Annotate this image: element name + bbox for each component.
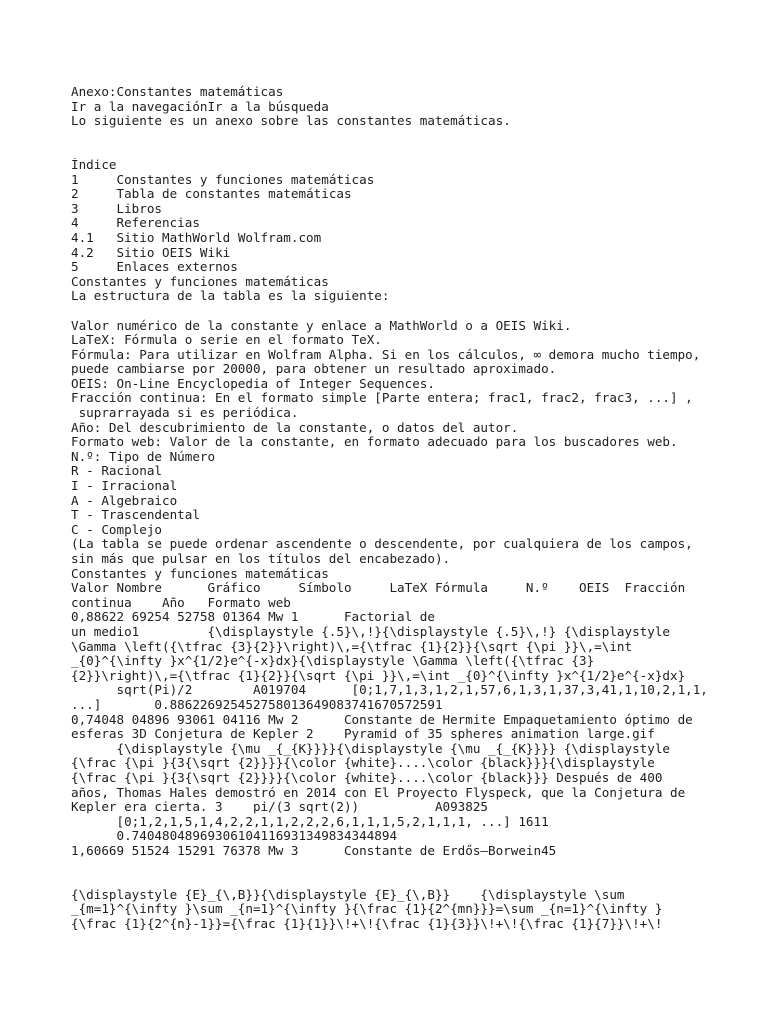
toc-item[interactable] (71, 187, 761, 202)
toc-label: Sitio OEIS Wiki (116, 245, 231, 260)
toc-number: 5 (71, 260, 79, 275)
row-line: 0,88622 69254 52758 01364 Mw 1 Factorial de (71, 610, 435, 625)
definition-line: Formato web: Valor de la constante, en formato adecuado para los buscadores web. (71, 435, 678, 450)
toc-label: Enlaces externos (116, 260, 238, 275)
definition-line: Año: Del descubrimiento de la constante, o datos del autor. (71, 420, 519, 435)
formula-block (71, 888, 761, 932)
definitions-block (71, 319, 761, 582)
toc-label: Sitio MathWorld Wolfram.com (116, 230, 322, 245)
definition-line: puede cambiarse por 20000, para obtener un resultado aproximado. (71, 362, 557, 377)
table-of-contents (71, 173, 761, 275)
definition-line: I - Irracional (71, 479, 178, 494)
structure-intro: La estructura de la tabla es la siguiente: (71, 289, 390, 304)
definition-line: Fracción continua: En el formato simple [Parte entera; frac1, frac2, frac3, ...] , (71, 391, 693, 406)
row-line: un medio1 {\displaystyle {.5}\,!}{\displaystyle {.5}\,!} {\displaystyle (71, 624, 670, 639)
row-line: 1,60669 51524 15291 76378 Mw 3 Constante de Erdős–Borwein45 (71, 843, 557, 858)
spacer (71, 129, 761, 158)
toc-number: 4.1 (71, 230, 94, 245)
definition-line: N.º: Tipo de Número (71, 449, 216, 464)
toc-number: 4.2 (71, 245, 94, 260)
toc-item[interactable] (71, 202, 761, 217)
definition-line: LaTeX: Fórmula o serie en el formato TeX. (71, 333, 382, 348)
table-header[interactable] (71, 581, 761, 610)
row-line: ...] 0.886226925452758013649083741670572591 (71, 697, 443, 712)
definition-line: (La tabla se puede ordenar ascendente o descendente, por cualquiera de los campos, (71, 537, 693, 552)
formula-line: {\frac {1}{2^{n}-1}}={\frac {1}{1}}\!+\!{\frac {1}{3}}\!+\!{\frac {1}{7}}\!+\! (71, 916, 663, 931)
row-line: 0.74048048969306104116931349834344894 (71, 829, 398, 844)
toc-item[interactable] (71, 231, 761, 246)
row-line: {\displaystyle {\mu _{_{K}}}}{\displaystyle {\mu _{_{K}}}} {\displaystyle (71, 741, 670, 756)
document-page (71, 85, 761, 931)
row-line: [0;1,2,1,5,1,4,2,2,1,1,2,2,2,6,1,1,1,5,2,1,1,1, ...] 1611 (71, 814, 549, 829)
row-line: 0,74048 04896 93061 04116 Mw 2 Constante de Hermite Empaquetamiento óptimo de (71, 712, 693, 727)
toc-item[interactable] (71, 260, 761, 275)
toc-item[interactable] (71, 173, 761, 188)
toc-label: Referencias (116, 216, 200, 231)
definition-line: Valor numérico de la constante y enlace a MathWorld o a OEIS Wiki. (71, 318, 572, 333)
toc-number: 3 (71, 201, 79, 216)
toc-number: 1 (71, 172, 79, 187)
toc-label: Tabla de constantes matemáticas (116, 187, 352, 202)
page-title: Anexo:Constantes matemáticas (71, 85, 284, 99)
definition-line: OEIS: On-Line Encyclopedia of Integer Sequences. (71, 376, 435, 391)
toc-number: 4 (71, 216, 79, 231)
table-header-line[interactable]: Valor Nombre Gráfico Símbolo LaTeX Fórmula N.º OEIS Fracción (71, 581, 686, 596)
spacer (71, 304, 761, 319)
definition-line: T - Trascendental (71, 508, 200, 523)
definition-line: Fórmula: Para utilizar en Wolfram Alpha. Si en los cálculos, ∞ demora mucho tiempo, (71, 347, 701, 362)
row-line: esferas 3D Conjetura de Kepler 2 Pyramid of 35 spheres animation large.gif (71, 727, 655, 742)
toc-label: Libros (116, 201, 163, 216)
definition-line: A - Algebraico (71, 493, 178, 508)
row-line: sqrt(Pi)/2 A019704 [0;1,7,1,3,1,2,1,57,6,1,3,1,37,3,41,1,10,2,1,1, (71, 683, 708, 698)
row-line: Kepler era cierta. 3 pi/(3 sqrt(2)) A093825 (71, 800, 489, 815)
intro-text: Lo siguiente es un anexo sobre las constantes matemáticas. (71, 114, 511, 129)
definition-line: suprarrayada si es periódica. (71, 406, 299, 421)
toc-item[interactable] (71, 246, 761, 261)
definition-line: sin más que pulsar en los títulos del encabezado). (71, 552, 451, 566)
table-row (71, 844, 761, 859)
toc-item[interactable] (71, 216, 761, 231)
formula-line: {\displaystyle {E}_{\,B}}{\displaystyle {E}_{\,B}} {\displaystyle \sum (71, 887, 625, 902)
table-header-line[interactable]: continua Año Formato web (71, 595, 291, 610)
toc-heading: Índice (71, 157, 117, 172)
definition-line: Constantes y funciones matemáticas (71, 566, 329, 581)
toc-label: Constantes y funciones matemáticas (116, 172, 375, 187)
table-row (71, 713, 761, 844)
row-line: _{0}^{\infty }x^{1/2}e^{-x}dx}{\displaystyle \Gamma \left({\tfrac {3} (71, 654, 595, 669)
section-heading: Constantes y funciones matemáticas (71, 274, 329, 289)
table-row (71, 610, 761, 712)
skip-links[interactable]: Ir a la navegaciónIr a la búsqueda (71, 99, 329, 114)
definition-line: C - Complejo (71, 522, 162, 537)
spacer (71, 858, 761, 887)
row-line: \Gamma \left({\tfrac {3}{2}}\right)\,={\tfrac {1}{2}}{\sqrt {\pi }}\,=\int (71, 639, 633, 654)
row-line: {2}}\right)\,={\tfrac {1}{2}}{\sqrt {\pi }}\,=\int _{0}^{\infty }x^{1/2}e^{-x}dx} (71, 668, 686, 683)
row-line: {\frac {\pi }{3{\sqrt {2}}}}{\color {white}....\color {black}}}{\displaystyle (71, 756, 655, 771)
row-line: {\frac {\pi }{3{\sqrt {2}}}}{\color {white}....\color {black}}} Después de 400 (71, 770, 663, 785)
toc-number: 2 (71, 187, 79, 202)
definition-line: R - Racional (71, 464, 162, 479)
formula-line: _{m=1}^{\infty }\sum _{n=1}^{\infty }{\frac {1}{2^{mn}}}=\sum _{n=1}^{\infty } (71, 902, 663, 917)
row-line: años, Thomas Hales demostró en 2014 con El Proyecto Flyspeck, que la Conjetura de (71, 785, 686, 800)
